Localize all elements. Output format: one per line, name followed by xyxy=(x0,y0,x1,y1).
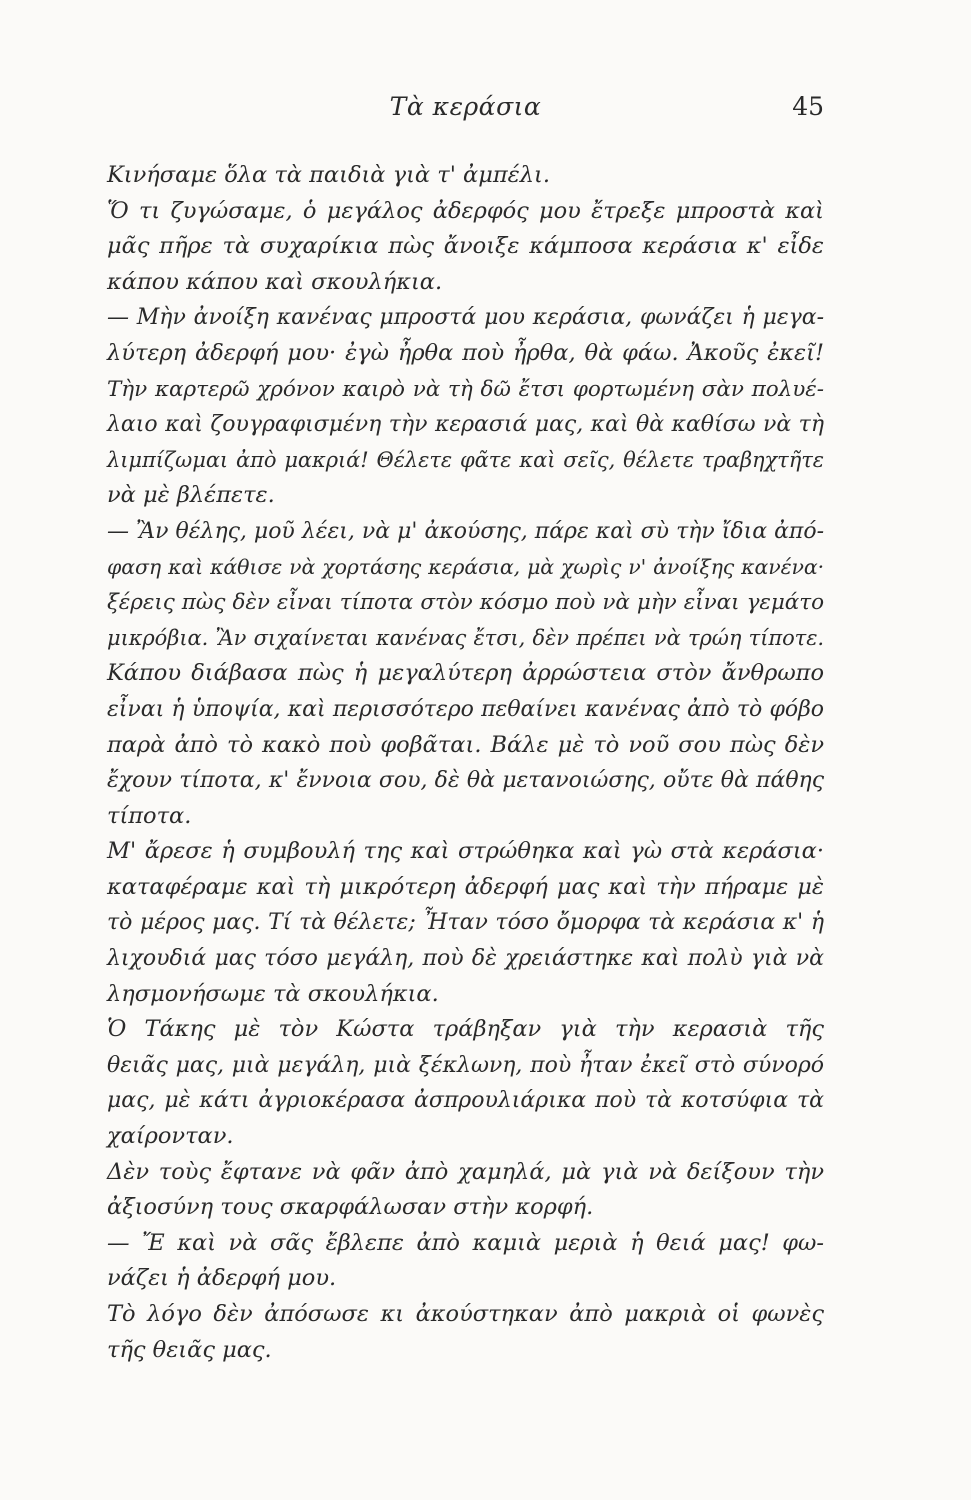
text-line: νάζει ἡ ἀδερφή μου. xyxy=(107,1265,337,1292)
text-line: τίποτα. xyxy=(107,802,192,829)
text-line: Κινήσαμε ὅλα τὰ παιδιὰ γιὰ τ' ἀμπέλι. xyxy=(107,162,550,188)
text-line: θειᾶς μας, μιὰ μεγάλη, μιὰ ξέκλωνη, ποὺ ἦταν ἐκεῖ στὸ σύνορό xyxy=(107,1052,824,1078)
text-line: τὸ μέρος μας. Τί τὰ θέλετε; Ἦταν τόσο ὄμορφα τὰ κεράσια κ' ἡ xyxy=(107,910,824,936)
text-line: — Ἂν θέλης, μοῦ λέει, νὰ μ' ἀκούσης, πάρε καὶ σὺ τὴν ἴδια ἀπό- xyxy=(107,518,824,544)
text-line: ἔχουν τίποτα, κ' ἔννοια σου, δὲ θὰ μετανοιώσης, οὔτε θὰ πάθης xyxy=(107,768,824,794)
page-header xyxy=(107,92,824,132)
text-line: Δὲν τοὺς ἔφτανε νὰ φᾶν ἀπὸ χαμηλά, μὰ γιὰ νὰ δείξουν τὴν xyxy=(107,1158,824,1185)
text-line: μικρόβια. Ἂν σιχαίνεται κανένας ἔτσι, δὲν πρέπει νὰ τρώη τίποτε. xyxy=(107,625,824,650)
text-line: λιχουδιά μας τόσο μεγάλη, ποὺ δὲ χρειάστηκε καὶ πολὺ γιὰ νὰ xyxy=(107,946,824,972)
body-text xyxy=(107,158,824,1368)
text-line: χαίρονταν. xyxy=(107,1123,234,1150)
text-line: λαιο καὶ ζουγραφισμένη τὴν κερασιά μας, καὶ θὰ καθίσω νὰ τὴ xyxy=(107,412,824,438)
text-line: — Μὴν ἀνοίξη κανένας μπροστά μου κεράσια, φωνάζει ἡ μεγα- xyxy=(107,305,824,331)
text-line: μᾶς πῆρε τὰ συχαρίκια πὼς ἄνοιξε κάμποσα κεράσια κ' εἶδε xyxy=(107,233,824,260)
text-line: καταφέραμε καὶ τὴ μικρότερη ἀδερφή μας καὶ τὴν πήραμε μὲ xyxy=(107,873,824,900)
text-line: παρὰ ἀπὸ τὸ κακὸ ποὺ φοβᾶται. Βάλε μὲ τὸ νοῦ σου πὼς δὲν xyxy=(107,731,824,758)
text-line: — Ἔ καὶ νὰ σᾶς ἔβλεπε ἀπὸ καμιὰ μεριὰ ἡ θειά μας! φω- xyxy=(107,1229,824,1256)
text-line: φαση καὶ κάθισε νὰ χορτάσης κεράσια, μὰ χωρὶς ν' ἀνοίξης κανένα· xyxy=(107,554,824,579)
text-line: λησμονήσωμε τὰ σκουλήκια. xyxy=(107,980,439,1007)
text-line: λύτερη ἀδερφή μου· ἐγὼ ἦρθα ποὺ ἦρθα, θὰ φάω. Ἀκοῦς ἐκεῖ! xyxy=(107,339,824,366)
text-line: εἶναι ἡ ὑποψία, καὶ περισσότερο πεθαίνει κανένας ἀπὸ τὸ φόβο xyxy=(107,696,824,722)
text-line: λιμπίζωμαι ἀπὸ μακριά! Θέλετε φᾶτε καὶ σεῖς, θέλετε τραβηχτῆτε xyxy=(107,447,824,472)
text-line: Ὁ Τάκης μὲ τὸν Κώστα τράβηξαν γιὰ τὴν κερασιὰ τῆς xyxy=(107,1016,824,1043)
text-line: Κάπου διάβασα πὼς ἡ μεγαλύτερη ἀρρώστεια στὸν ἄνθρωπο xyxy=(107,660,824,687)
text-line: Τὴν καρτερῶ χρόνον καιρὸ νὰ τὴ δῶ ἔτσι φορτωμένη σὰν πολυέ- xyxy=(107,376,824,402)
text-line: Ὅ τι ζυγώσαμε, ὁ μεγάλος ἀδερφός μου ἔτρεξε μπροστὰ καὶ xyxy=(107,197,824,224)
text-line: ξέρεις πὼς δὲν εἶναι τίποτα στὸν κόσμο ποὺ νὰ μὴν εἶναι γεμάτο xyxy=(107,590,824,616)
text-line: τῆς θειᾶς μας. xyxy=(107,1336,272,1363)
text-line: Τὸ λόγο δὲν ἀπόσωσε κι ἀκούστηκαν ἀπὸ μακριὰ οἱ φωνὲς xyxy=(107,1301,824,1327)
text-line: Μ' ἄρεσε ἡ συμβουλή της καὶ στρώθηκα καὶ γὼ στὰ κεράσια· xyxy=(107,838,824,865)
text-line: νὰ μὲ βλέπετε. xyxy=(107,482,275,509)
text-line: ἀξιοσύνη τους σκαρφάλωσαν στὴν κορφή. xyxy=(107,1194,594,1221)
running-title: Τὰ κεράσια xyxy=(389,92,542,121)
text-line: μας, μὲ κάτι ἀγριοκέρασα ἀσπρουλιάρικα ποὺ τὰ κοτσύφια τὰ xyxy=(107,1088,824,1114)
text-line: κάπου κάπου καὶ σκουλήκια. xyxy=(107,268,443,295)
page-number: 45 xyxy=(792,92,824,121)
